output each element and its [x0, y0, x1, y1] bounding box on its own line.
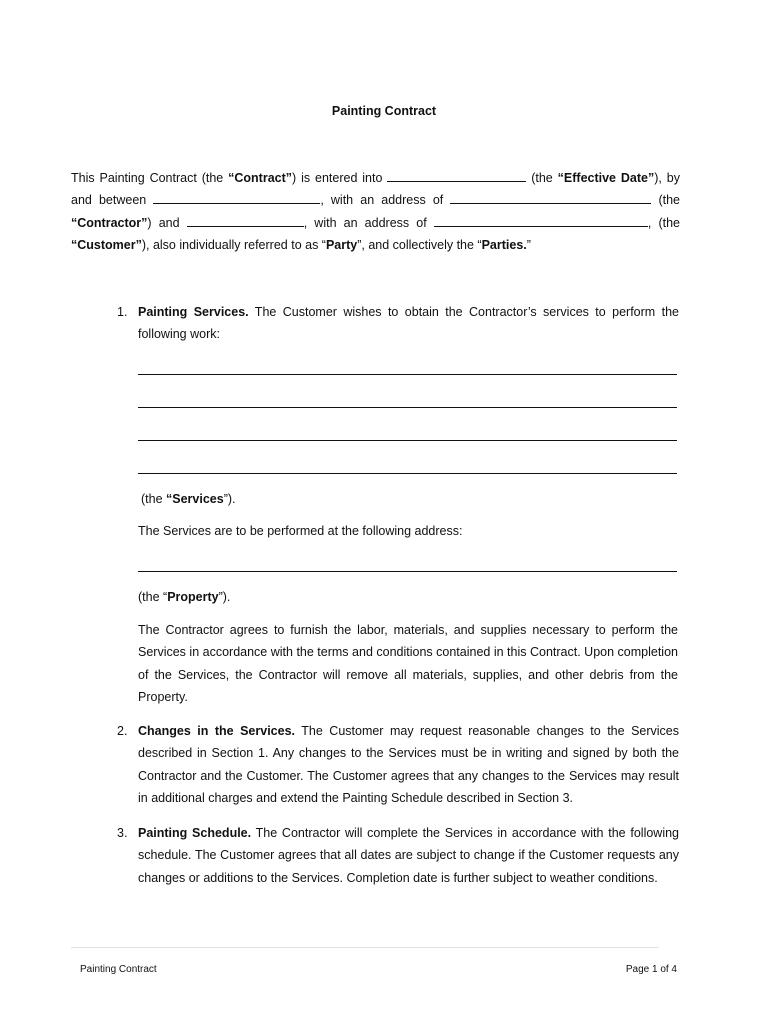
- intro-text: (the: [651, 193, 681, 208]
- definition-text: ”).: [218, 590, 231, 604]
- address-instruction: The Services are to be performed at the following address:: [138, 524, 463, 538]
- intro-text: ”: [526, 238, 531, 253]
- contractor-address-blank[interactable]: [450, 190, 651, 204]
- services-blank-line-1[interactable]: [138, 374, 677, 375]
- section-painting-schedule: [117, 822, 679, 889]
- definition-text: (the: [141, 492, 167, 506]
- term-contractor: “Contractor”: [71, 215, 148, 230]
- section-text: The Contractor will complete the Services in accordance with the following schedule. The Customer agrees that all dates are subject to change if the Customer requests any changes or additions to the Services. Completion date is further subject to weather conditions.: [138, 826, 680, 885]
- section-number: 2.: [117, 724, 128, 738]
- effective-date-blank[interactable]: [387, 168, 526, 182]
- term-property: Property: [167, 590, 219, 604]
- services-paragraph: The Contractor agrees to furnish the labor, materials, and supplies necessary to perform the Services in accordance with the terms and conditions contained in this Contract. Upon completion of the Services, the Contractor will remove all materials, supplies, and other debris from the Property.: [138, 623, 678, 705]
- property-address-blank-line[interactable]: [138, 571, 677, 572]
- footer-document-name: Painting Contract: [80, 964, 157, 975]
- services-blank-line-4[interactable]: [138, 473, 677, 474]
- intro-text: , with an address of: [303, 215, 434, 230]
- services-blank-line-3[interactable]: [138, 440, 677, 441]
- intro-text: ) is entered into: [292, 171, 388, 185]
- section-text: The Customer may request reasonable changes to the Services described in Section 1. Any changes to the Services must be in writing and signed by both the Contractor and the Customer. The Customer agrees that any changes to the Services may result in additional charges and extend the Painting Schedule described in Section 3.: [138, 724, 680, 806]
- term-party: Party: [325, 238, 358, 253]
- term-contract: “Contract”: [228, 171, 293, 185]
- footer-page-number: Page 1 of 4: [625, 964, 677, 975]
- services-definition: [141, 488, 681, 510]
- section-heading: Painting Schedule.: [138, 826, 252, 840]
- section-text: The Customer wishes to obtain the Contractor’s services to perform the following work:: [138, 305, 679, 342]
- services-blank-line-2[interactable]: [138, 407, 677, 408]
- section-heading: Changes in the Services.: [138, 724, 296, 738]
- intro-text: (the: [526, 171, 558, 185]
- contractor-name-blank[interactable]: [153, 190, 320, 204]
- term-effective-date: “Effective Date”: [557, 171, 655, 185]
- intro-text: , (the: [647, 215, 680, 230]
- intro-text: ) and: [147, 215, 187, 230]
- term-parties: Parties.: [481, 238, 527, 253]
- definition-text: ”).: [223, 492, 236, 506]
- term-services: “Services: [166, 492, 224, 506]
- section-heading: Painting Services.: [138, 305, 249, 319]
- footer-divider: [71, 947, 659, 948]
- intro-text: ”, and collectively the “: [357, 238, 482, 253]
- intro-paragraph: [71, 167, 680, 257]
- intro-text: ), by and between: [71, 171, 680, 208]
- intro-text: This Painting Contract (the: [71, 171, 229, 185]
- intro-text: ), also individually referred to as “: [141, 238, 326, 253]
- property-definition: [138, 586, 678, 608]
- definition-text: (the “: [138, 590, 168, 604]
- document-title: Painting Contract: [331, 104, 437, 118]
- section-number: 1.: [117, 305, 128, 319]
- section-number: 3.: [117, 826, 128, 840]
- intro-text: , with an address of: [320, 193, 451, 208]
- customer-name-blank[interactable]: [187, 213, 304, 227]
- term-customer: “Customer”: [71, 238, 142, 253]
- customer-address-blank[interactable]: [434, 213, 648, 227]
- section-painting-services: [117, 301, 679, 346]
- section-changes-in-services: [117, 720, 679, 810]
